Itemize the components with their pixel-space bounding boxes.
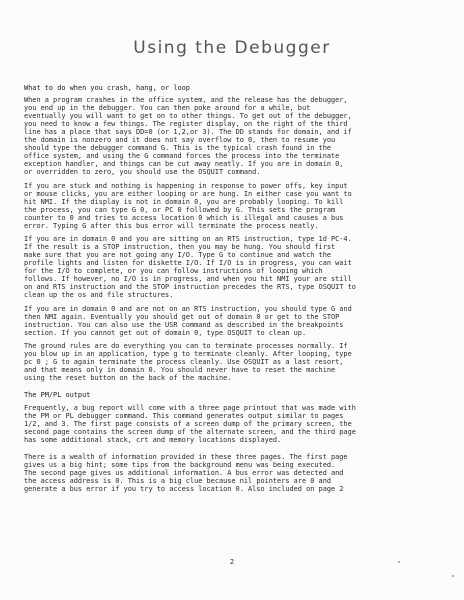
text-line: the process, you can type G 0, or PC 0 followed by G. This sets the program xyxy=(24,206,336,215)
text-line: or mouse clicks, you are either looping or are hung. In either case you want to xyxy=(24,190,352,199)
text-line: generate a bus error if you try to access location 0. Also included on page 2 xyxy=(24,485,344,494)
text-line: section. If you cannot get out of domain 0, type OSQUIT to clean up. xyxy=(24,329,307,338)
text-line: you need to know a few things. The register display, on the right of the third xyxy=(24,120,348,129)
text-line: for the I/O to complete, or you can follow instructions of looping which xyxy=(24,267,323,276)
text-line: pc 0 ; G to again terminate the process cleanly. Use OSQUIT as a last resort, xyxy=(24,358,344,367)
text-line: If the result is a STOP instruction, then you may be hung. You should first xyxy=(24,243,336,252)
text-line: Frequently, a bug report will come with a three page printout that was made with xyxy=(24,404,356,412)
text-line: When a program crashes in the office system, and the release has the debugger, xyxy=(24,96,348,104)
text-line: If you are in domain 0 and are not on an RTS instruction, you should type G and xyxy=(24,305,352,313)
paragraph xyxy=(24,96,450,176)
text-line: hit NMI. If the display is not in domain 0, you are probably looping. To kill xyxy=(24,198,344,207)
text-line: instruction. You can also use the USR command as described in the breakpoints xyxy=(24,321,344,330)
section-heading-crash: What to do when you crash, hang, or loop xyxy=(24,84,190,92)
text-line: the access address is 0. This is a big clue because nil pointers are 0 and xyxy=(24,477,331,486)
paragraph xyxy=(24,342,450,382)
text-line: If you are in domain 0 and you are sitting on an RTS instruction, type 1d PC-4. xyxy=(24,235,352,243)
text-line: you blow up in an application, type g to terminate cleanly. After looping, type xyxy=(24,350,352,359)
text-line: the PM or PL debugger command. This command generates output similar to pages xyxy=(24,412,344,421)
text-line: office system, and using the G command forces the process into the terminate xyxy=(24,152,340,161)
text-line: There is a wealth of information provided in these three pages. The first page xyxy=(24,453,348,461)
text-line: has some additional stack, crt and memory locations displayed. xyxy=(24,436,282,445)
scan-speck xyxy=(398,561,400,563)
text-line: you end up in the debugger. You can then poke around for a while, but xyxy=(24,104,311,113)
page-number: 2 xyxy=(229,558,235,566)
section-heading-pm-pl: The PM/PL output xyxy=(24,391,91,399)
text-line: counter to 0 and tries to access location 0 which is illegal and causes a bus xyxy=(24,214,344,223)
text-line: second page contains the screen dump of the alternate screen, and the third page xyxy=(24,428,356,437)
scan-speck xyxy=(452,575,454,577)
paragraph xyxy=(24,235,450,299)
text-line: on and RTS instruction and the STOP instruction precedes the RTS, type OSQUIT to xyxy=(24,283,356,292)
text-line: error. Typing G after this bus error will terminate the process neatly. xyxy=(24,222,319,231)
page-title: Using the Debugger xyxy=(133,38,331,58)
text-line: and that means only in domain 0. You should never have to reset the machine xyxy=(24,366,336,375)
text-line: make sure that you are not going any I/O. Type G to continue and watch the xyxy=(24,251,331,260)
text-line: profile lights and listen for diskette I/O. If I/O is in progress, you can wait xyxy=(24,259,352,268)
text-line: gives us a big hint; some tips from the background menu was being executed. xyxy=(24,461,336,470)
text-line: the domain is nonzero and it does not say overflow to 0, then to resume you xyxy=(24,136,336,145)
text-line: exception handler, and things can be cut away neatly. If you are in domain 0, xyxy=(24,160,344,169)
text-line: The second page gives us additional information. A bus error was detected and xyxy=(24,469,344,478)
paragraph xyxy=(24,182,450,230)
paragraph xyxy=(24,453,450,493)
paragraph xyxy=(24,404,450,444)
text-line: clean up the os and file structures. xyxy=(24,291,174,300)
text-line: 1/2, and 3. The first page consists of a screen dump of the primary screen, the xyxy=(24,420,352,429)
text-line: then NMI again. Eventually you should get out of domain 0 or get to the STOP xyxy=(24,313,340,322)
text-line: using the reset button on the back of the machine. xyxy=(24,374,232,383)
text-line: The ground rules are do everything you can to terminate processes normally. If xyxy=(24,342,348,350)
text-line: line has a place that says DD=0 (or 1,2,or 3). The DD stands for domain, and if xyxy=(24,128,352,137)
paragraph xyxy=(24,305,450,337)
text-line: If you are stuck and nothing is happening in response to power offs, key input xyxy=(24,182,348,190)
text-line: or overridden to zero, you should use the OSQUIT command. xyxy=(24,168,261,177)
text-line: follows. If however, no I/O is in progress, and when you hit NMI your are still xyxy=(24,275,352,284)
text-line: should type the debugger command G. This is the typical crash found in the xyxy=(24,144,331,153)
text-line: eventually you will want to get on to other things. To get out of the debugger, xyxy=(24,112,352,121)
